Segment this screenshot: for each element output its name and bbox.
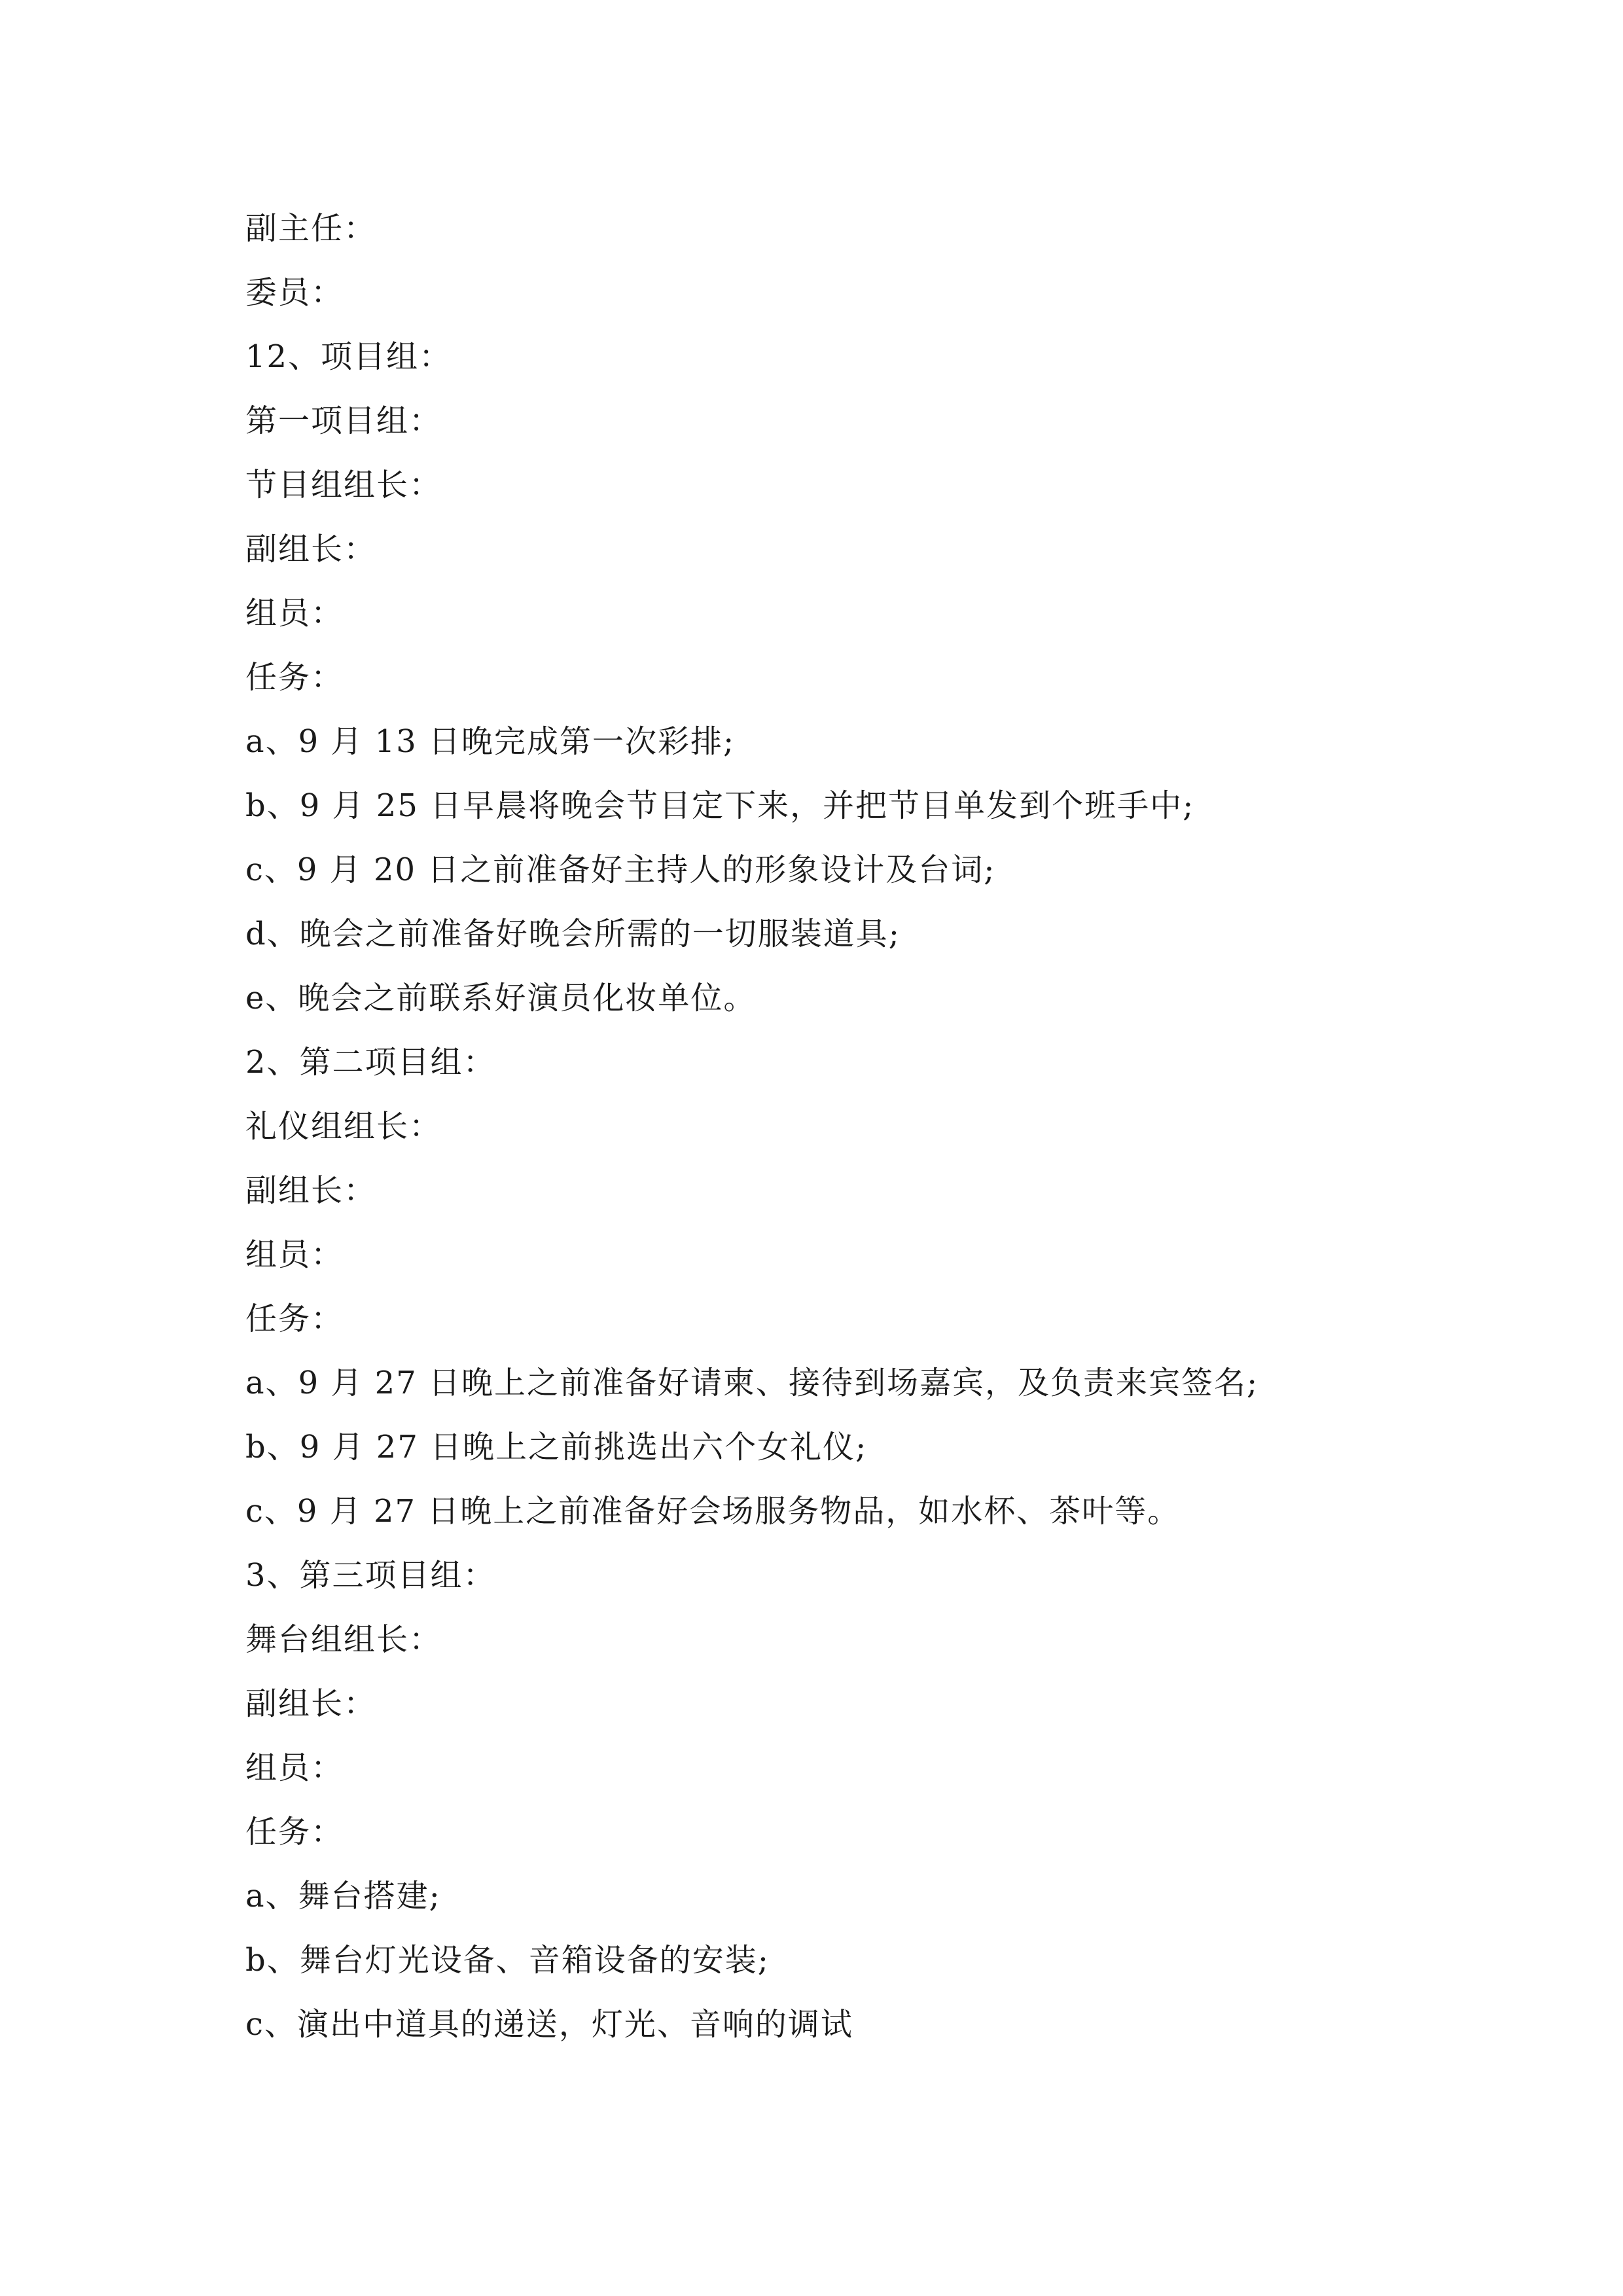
document-body (245, 196, 1423, 2056)
task-item: a、9 月 13 日晚完成第一次彩排; (245, 723, 736, 760)
task-item: a、9 月 27 日晚上之前准备好请柬、接待到场嘉宾，及负责来宾签名; (245, 1365, 1259, 1401)
deputy-leader-line: 副组长： (245, 1172, 377, 1209)
task-item: d、晚会之前准备好晚会所需的一切服装道具; (245, 916, 901, 952)
tasks-label: 任务： (245, 659, 344, 696)
task-item: e、晚会之前联系好演员化妆单位。 (245, 980, 757, 1016)
group-two-heading: 2、第二项目组： (245, 1044, 496, 1081)
deputy-leader-line: 副组长： (245, 531, 377, 567)
group-three-heading: 3、第三项目组： (245, 1557, 496, 1594)
task-item: b、9 月 27 日晚上之前挑选出六个女礼仪; (245, 1429, 868, 1465)
task-item: c、演出中道具的递送，灯光、音响的调试 (245, 2006, 853, 2043)
program-group-leader-line: 节目组组长： (245, 467, 442, 503)
stage-group-leader-line: 舞台组组长： (245, 1621, 442, 1658)
members-line: 组员： (245, 595, 344, 632)
deputy-leader-line: 副组长： (245, 1685, 377, 1722)
tasks-label: 任务： (245, 1300, 344, 1337)
deputy-director-line: 副主任： (245, 210, 377, 247)
project-groups-heading: 12、项目组： (245, 338, 452, 375)
committee-members-line: 委员： (245, 274, 344, 311)
task-item: c、9 月 27 日晚上之前准备好会场服务物品，如水杯、茶叶等。 (245, 1493, 1181, 1530)
members-line: 组员： (245, 1236, 344, 1273)
task-item: b、9 月 25 日早晨将晚会节目定下来，并把节目单发到个班手中; (245, 787, 1195, 824)
group-one-heading: 第一项目组： (245, 403, 442, 439)
members-line: 组员： (245, 1749, 344, 1786)
etiquette-group-leader-line: 礼仪组组长： (245, 1108, 442, 1145)
task-item: c、9 月 20 日之前准备好主持人的形象设计及台词; (245, 852, 996, 888)
tasks-label: 任务： (245, 1814, 344, 1850)
task-item: b、舞台灯光设备、音箱设备的安装; (245, 1942, 770, 1979)
task-item: a、舞台搭建; (245, 1878, 441, 1914)
